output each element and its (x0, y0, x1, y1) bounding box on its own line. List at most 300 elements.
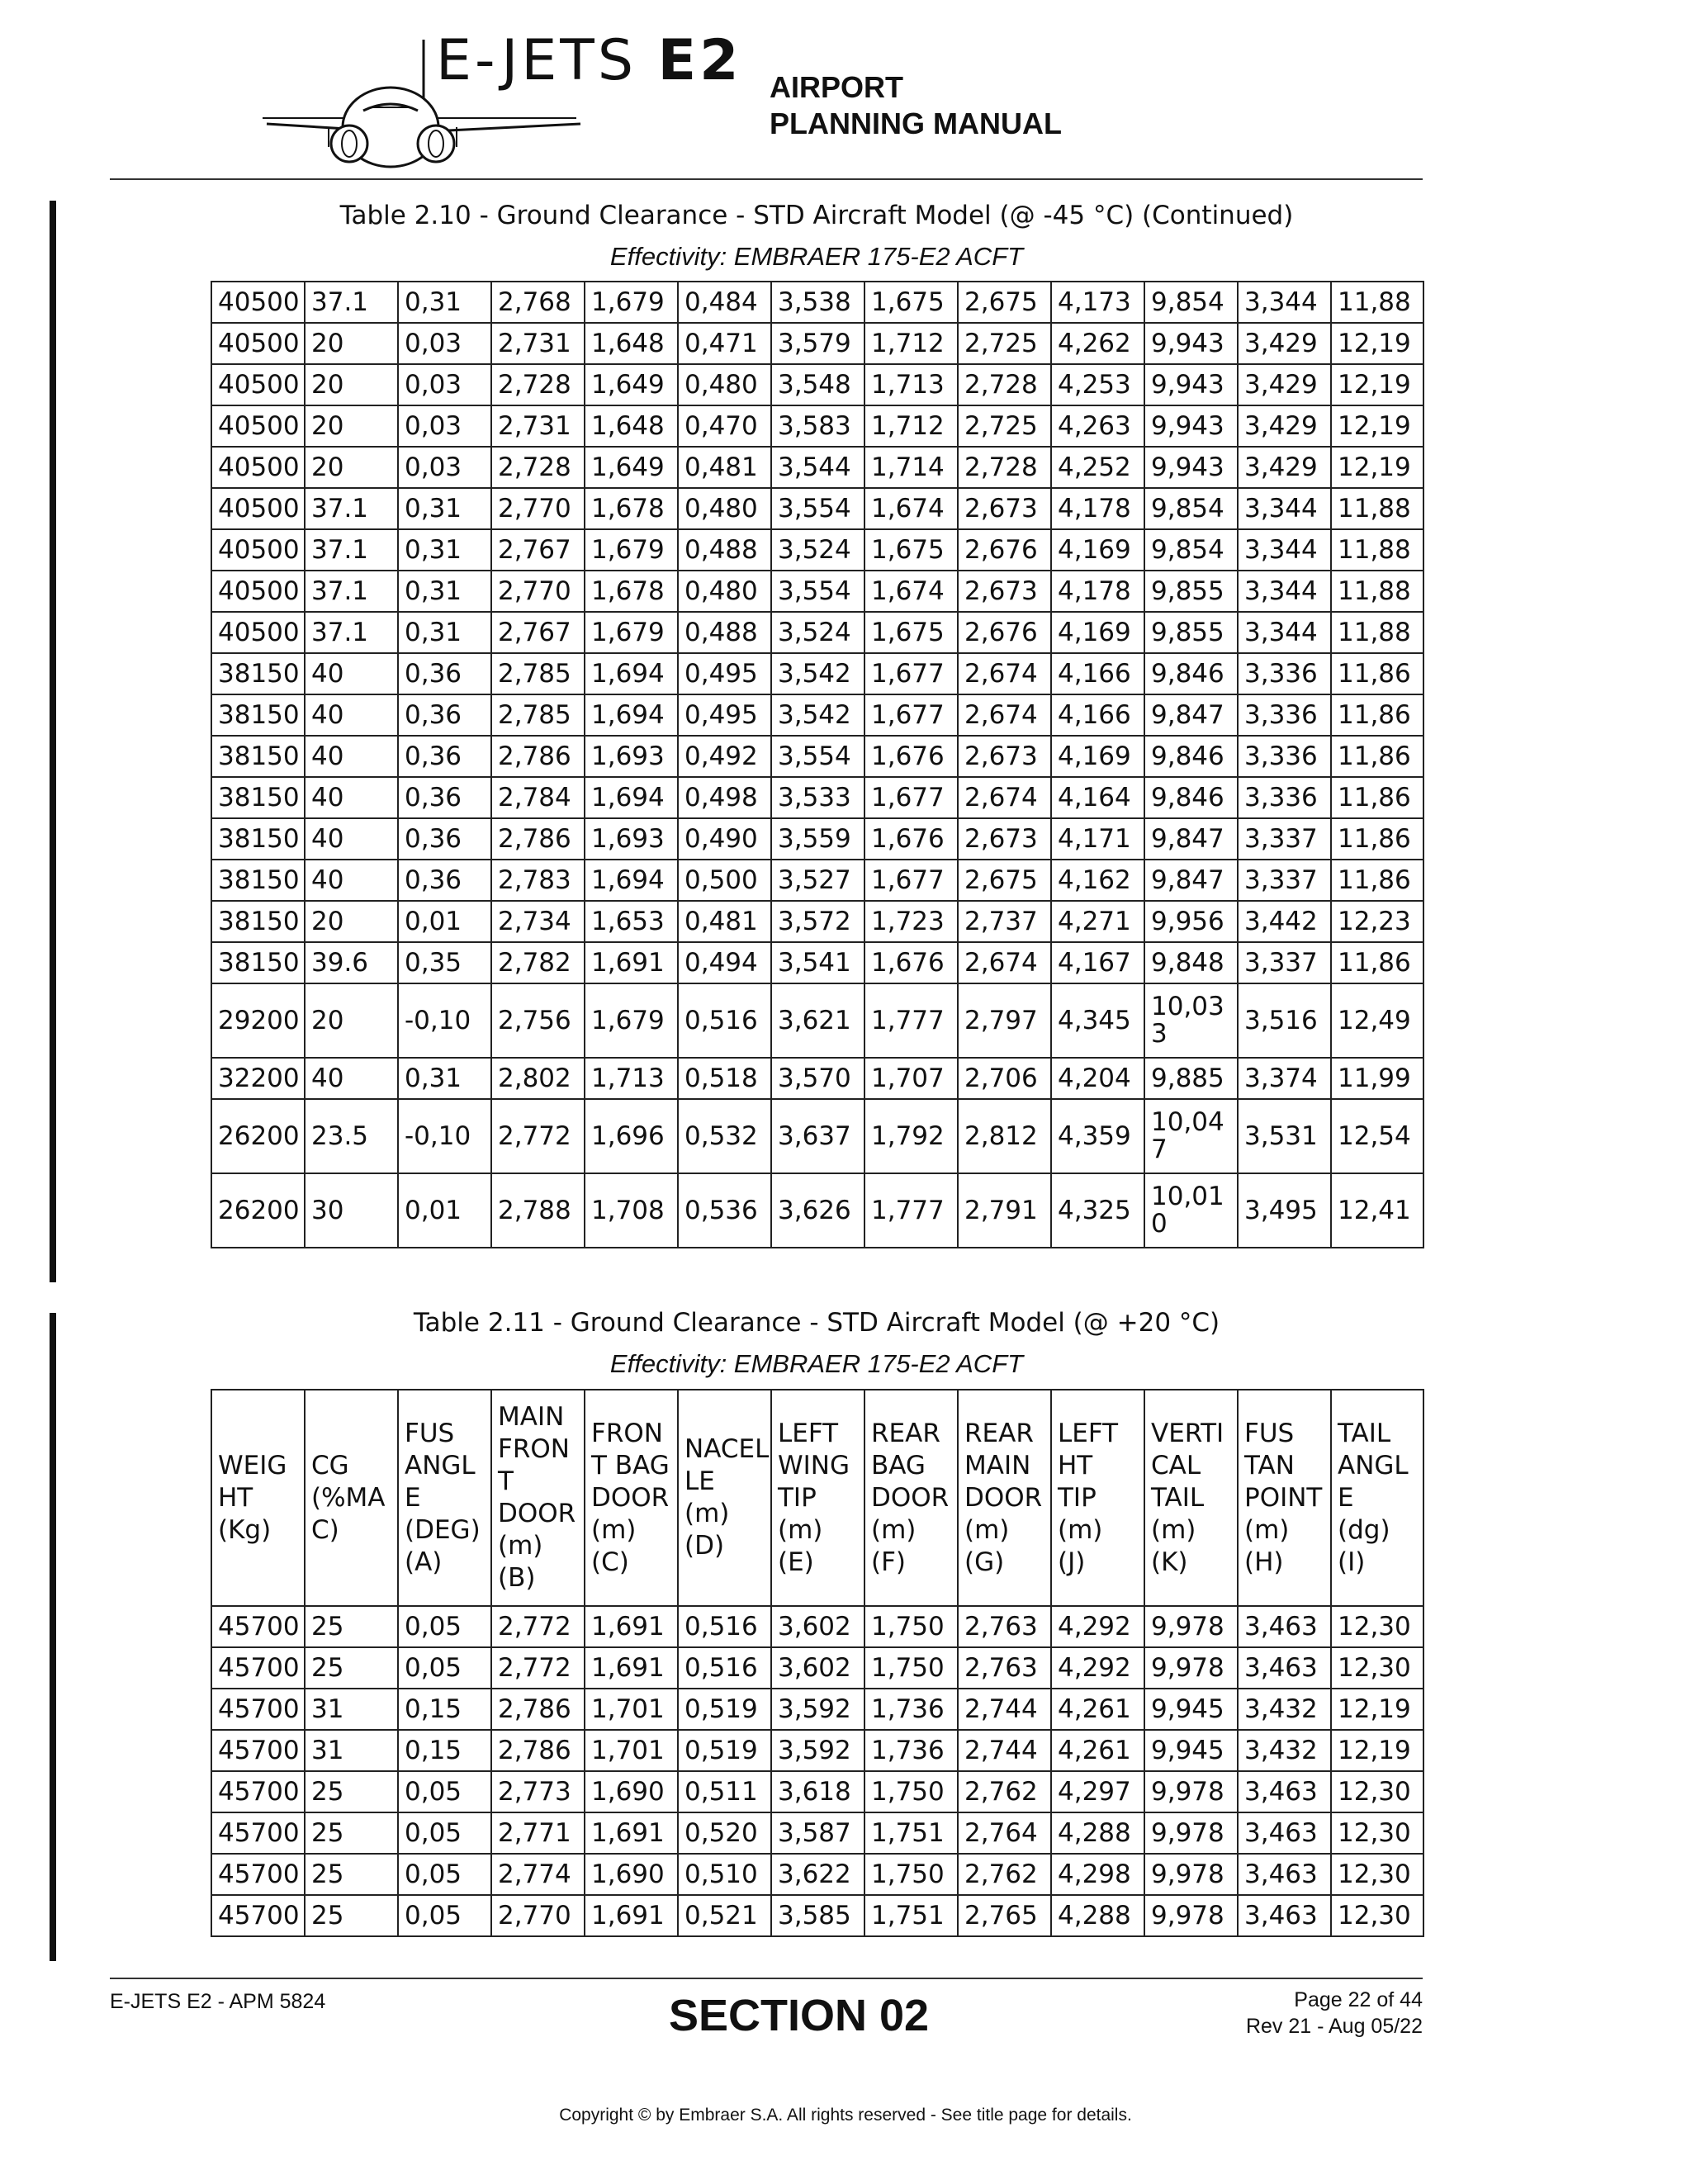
table-cell: 9,978 (1144, 1771, 1238, 1812)
table-row (211, 1771, 1423, 1812)
table-cell: -0,10 (398, 1099, 491, 1173)
table-cell: 1,707 (864, 1058, 958, 1099)
table-cell: 20 (305, 447, 398, 488)
table-cell: 3,637 (771, 1099, 864, 1173)
table-cell: 12,54 (1331, 1099, 1423, 1173)
table-cell: 0,518 (678, 1058, 771, 1099)
table-cell: 3,432 (1238, 1689, 1331, 1730)
table-cell: 9,978 (1144, 1606, 1238, 1647)
table-cell: 3,344 (1238, 282, 1331, 323)
table-cell: 3,626 (771, 1173, 864, 1248)
column-header: REAR MAIN DOOR (m) (G) (958, 1390, 1051, 1606)
table-cell: 0,521 (678, 1895, 771, 1936)
table-cell: 3,463 (1238, 1771, 1331, 1812)
table-2-11-effectivity: Effectivity: EMBRAER 175-E2 ACFT (609, 1349, 1024, 1378)
table-cell: 40500 (211, 282, 305, 323)
table-row (211, 323, 1423, 364)
table-cell: 2,768 (491, 282, 585, 323)
table-cell: 4,164 (1051, 777, 1144, 818)
table-cell: 12,30 (1331, 1771, 1423, 1812)
table-cell: 3,592 (771, 1730, 864, 1771)
table-row (211, 1730, 1423, 1771)
manual-title-line1: AIRPORT (770, 70, 903, 104)
table-cell: 0,492 (678, 736, 771, 777)
table-cell: 2,728 (491, 364, 585, 405)
table-cell: 9,846 (1144, 736, 1238, 777)
table-cell: 4,292 (1051, 1606, 1144, 1647)
table-cell: 1,690 (585, 1854, 678, 1895)
table-row (211, 1606, 1423, 1647)
manual-title (770, 69, 1062, 142)
table-cell: 9,847 (1144, 818, 1238, 860)
table-cell: 4,261 (1051, 1730, 1144, 1771)
table-cell: 1,736 (864, 1730, 958, 1771)
table-cell: 1,691 (585, 1895, 678, 1936)
table-cell: 40 (305, 1058, 398, 1099)
table-cell: 3,432 (1238, 1730, 1331, 1771)
brand-wordmark (436, 28, 742, 93)
table-cell: 3,579 (771, 323, 864, 364)
table-cell: 3,602 (771, 1606, 864, 1647)
table-cell: 11,88 (1331, 571, 1423, 612)
table-cell: 1,694 (585, 653, 678, 694)
table-cell: 3,585 (771, 1895, 864, 1936)
table-cell: 2,767 (491, 612, 585, 653)
table-cell: 2,675 (958, 860, 1051, 901)
table-cell: 1,648 (585, 323, 678, 364)
column-header: NACELLE (m) (D) (678, 1390, 771, 1606)
table-cell: 2,763 (958, 1647, 1051, 1689)
table-cell: 9,978 (1144, 1854, 1238, 1895)
copyright-notice: Copyright © by Embraer S.A. All rights reserved - See title page for details. (559, 2106, 1132, 2125)
table-cell: 37.1 (305, 282, 398, 323)
table-cell: 1,679 (585, 612, 678, 653)
table-cell: 2,782 (491, 942, 585, 983)
table-cell: 25 (305, 1812, 398, 1854)
table-cell: 3,583 (771, 405, 864, 447)
table-cell: 0,05 (398, 1812, 491, 1854)
table-cell: 2,765 (958, 1895, 1051, 1936)
table-cell: 2,731 (491, 323, 585, 364)
table-cell: 0,01 (398, 901, 491, 942)
table-cell: 10,033 (1144, 983, 1238, 1058)
table-row (211, 694, 1423, 736)
table-row (211, 818, 1423, 860)
table-cell: 12,30 (1331, 1895, 1423, 1936)
table-cell: 1,678 (585, 488, 678, 529)
table-cell: 39.6 (305, 942, 398, 983)
table-cell: 3,336 (1238, 777, 1331, 818)
table-cell: 2,673 (958, 571, 1051, 612)
table-cell: 11,86 (1331, 694, 1423, 736)
table-cell: 1,714 (864, 447, 958, 488)
table-cell: 40 (305, 736, 398, 777)
table-cell: 12,19 (1331, 1730, 1423, 1771)
table-cell: 3,336 (1238, 653, 1331, 694)
table-cell: 11,88 (1331, 282, 1423, 323)
table-cell: 11,86 (1331, 860, 1423, 901)
table-cell: 4,345 (1051, 983, 1144, 1058)
table-cell: 25 (305, 1895, 398, 1936)
table-cell: 0,36 (398, 818, 491, 860)
table-cell: 0,36 (398, 694, 491, 736)
column-header: FUS ANGLE (DEG) (A) (398, 1390, 491, 1606)
table-cell: 1,675 (864, 529, 958, 571)
table-cell: 10,010 (1144, 1173, 1238, 1248)
table-cell: 1,701 (585, 1689, 678, 1730)
table-cell: 2,785 (491, 653, 585, 694)
table-cell: 11,88 (1331, 529, 1423, 571)
table-cell: 0,498 (678, 777, 771, 818)
table-cell: 1,649 (585, 447, 678, 488)
table-row (211, 1647, 1423, 1689)
table-cell: 2,728 (491, 447, 585, 488)
table-cell: 3,592 (771, 1689, 864, 1730)
table-cell: 20 (305, 901, 398, 942)
table-cell: 3,572 (771, 901, 864, 942)
column-header: FUS TAN POINT (m) (H) (1238, 1390, 1331, 1606)
table-header-row (211, 1390, 1423, 1606)
table-cell: 0,520 (678, 1812, 771, 1854)
table-row (211, 736, 1423, 777)
table-cell: 1,708 (585, 1173, 678, 1248)
table-cell: 3,559 (771, 818, 864, 860)
table-cell: 1,649 (585, 364, 678, 405)
table-cell: 2,673 (958, 818, 1051, 860)
page-number: Page 22 of 44 (1294, 1988, 1423, 2011)
table-cell: 1,679 (585, 983, 678, 1058)
table-cell: 1,679 (585, 529, 678, 571)
table-cell: 20 (305, 323, 398, 364)
table-row (211, 1689, 1423, 1730)
table-cell: 0,516 (678, 983, 771, 1058)
table-cell: 11,88 (1331, 488, 1423, 529)
table-cell: 4,288 (1051, 1895, 1144, 1936)
table-row (211, 405, 1423, 447)
table-cell: 3,533 (771, 777, 864, 818)
table-cell: 0,536 (678, 1173, 771, 1248)
table-cell: 0,31 (398, 529, 491, 571)
table-cell: 2,783 (491, 860, 585, 901)
table-cell: 4,261 (1051, 1689, 1144, 1730)
table-cell: 0,488 (678, 612, 771, 653)
table-cell: 1,677 (864, 653, 958, 694)
table-cell: 2,673 (958, 488, 1051, 529)
table-cell: 37.1 (305, 488, 398, 529)
table-cell: 4,162 (1051, 860, 1144, 901)
table-row (211, 571, 1423, 612)
table-cell: 1,676 (864, 818, 958, 860)
table-cell: 25 (305, 1606, 398, 1647)
table-cell: 2,784 (491, 777, 585, 818)
table-cell: 4,167 (1051, 942, 1144, 983)
table-row (211, 1812, 1423, 1854)
table-row (211, 529, 1423, 571)
table-cell: 3,429 (1238, 364, 1331, 405)
table-cell: 1,691 (585, 1812, 678, 1854)
table-cell: 0,01 (398, 1173, 491, 1248)
table-cell: 3,527 (771, 860, 864, 901)
table-cell: 2,774 (491, 1854, 585, 1895)
table-cell: 38150 (211, 736, 305, 777)
column-header: TAIL ANGLE (dg) (I) (1331, 1390, 1423, 1606)
table-cell: 0,05 (398, 1854, 491, 1895)
table-cell: 12,30 (1331, 1854, 1423, 1895)
table-cell: 20 (305, 405, 398, 447)
table-cell: 38150 (211, 942, 305, 983)
table-cell: 37.1 (305, 571, 398, 612)
table-cell: 2,802 (491, 1058, 585, 1099)
table-cell: 3,554 (771, 571, 864, 612)
table-cell: 9,854 (1144, 529, 1238, 571)
table-cell: 0,31 (398, 612, 491, 653)
table-cell: 4,169 (1051, 529, 1144, 571)
table-cell: 25 (305, 1854, 398, 1895)
table-cell: 3,337 (1238, 860, 1331, 901)
table-cell: 40500 (211, 488, 305, 529)
table-cell: 3,548 (771, 364, 864, 405)
table-cell: 3,344 (1238, 571, 1331, 612)
table-cell: 2,786 (491, 736, 585, 777)
table-cell: 2,785 (491, 694, 585, 736)
brand-thin: E-JETS (436, 28, 658, 93)
table-cell: 9,978 (1144, 1895, 1238, 1936)
table-cell: 1,677 (864, 777, 958, 818)
table-cell: 4,288 (1051, 1812, 1144, 1854)
table-cell: 2,763 (958, 1606, 1051, 1647)
table-cell: 0,532 (678, 1099, 771, 1173)
table-cell: 31 (305, 1730, 398, 1771)
table-cell: 9,943 (1144, 447, 1238, 488)
table-cell: 1,713 (585, 1058, 678, 1099)
column-header: FRONT BAG DOOR (m) (C) (585, 1390, 678, 1606)
table-cell: 9,846 (1144, 653, 1238, 694)
table-cell: 0,511 (678, 1771, 771, 1812)
table-cell: 3,429 (1238, 323, 1331, 364)
table-cell: 45700 (211, 1771, 305, 1812)
table-cell: 3,463 (1238, 1854, 1331, 1895)
table-cell: 2,772 (491, 1606, 585, 1647)
table-cell: 0,519 (678, 1689, 771, 1730)
table-cell: 1,712 (864, 405, 958, 447)
table-cell: 9,846 (1144, 777, 1238, 818)
table-cell: 1,792 (864, 1099, 958, 1173)
column-header: CG (%MAC) (305, 1390, 398, 1606)
table-cell: 2,734 (491, 901, 585, 942)
table-cell: 1,693 (585, 818, 678, 860)
table-cell: 2,771 (491, 1812, 585, 1854)
table-cell: 3,463 (1238, 1895, 1331, 1936)
table-cell: 4,173 (1051, 282, 1144, 323)
table-cell: 1,777 (864, 1173, 958, 1248)
table-cell: 0,31 (398, 488, 491, 529)
table-cell: 4,204 (1051, 1058, 1144, 1099)
table-cell: 4,359 (1051, 1099, 1144, 1173)
table-cell: 2,744 (958, 1730, 1051, 1771)
table-cell: 0,36 (398, 860, 491, 901)
table-cell: 9,854 (1144, 488, 1238, 529)
table-cell: 2,791 (958, 1173, 1051, 1248)
table-cell: 45700 (211, 1647, 305, 1689)
table-cell: 1,676 (864, 736, 958, 777)
table-row (211, 1854, 1423, 1895)
table-cell: 0,495 (678, 653, 771, 694)
table-row (211, 447, 1423, 488)
table-cell: 2,728 (958, 364, 1051, 405)
table-cell: 3,524 (771, 529, 864, 571)
table-cell: 10,047 (1144, 1099, 1238, 1173)
table-cell: 9,978 (1144, 1812, 1238, 1854)
table-cell: 3,587 (771, 1812, 864, 1854)
table-cell: 11,86 (1331, 653, 1423, 694)
table-cell: 9,847 (1144, 694, 1238, 736)
table-cell: 0,510 (678, 1854, 771, 1895)
table-cell: 2,762 (958, 1854, 1051, 1895)
column-header: REAR BAG DOOR (m) (F) (864, 1390, 958, 1606)
table-cell: -0,10 (398, 983, 491, 1058)
table-cell: 2,788 (491, 1173, 585, 1248)
table-cell: 3,541 (771, 942, 864, 983)
table-cell: 11,86 (1331, 736, 1423, 777)
table-cell: 1,694 (585, 694, 678, 736)
table-cell: 4,298 (1051, 1854, 1144, 1895)
table-cell: 40500 (211, 447, 305, 488)
table-cell: 2,676 (958, 529, 1051, 571)
table-cell: 12,19 (1331, 1689, 1423, 1730)
table-cell: 3,344 (1238, 488, 1331, 529)
table-cell: 0,470 (678, 405, 771, 447)
table-cell: 4,171 (1051, 818, 1144, 860)
table-cell: 1,750 (864, 1647, 958, 1689)
table-cell: 0,15 (398, 1689, 491, 1730)
table-cell: 4,178 (1051, 488, 1144, 529)
table-cell: 1,675 (864, 612, 958, 653)
table-cell: 0,03 (398, 447, 491, 488)
table-row (211, 860, 1423, 901)
table-cell: 38150 (211, 777, 305, 818)
table-cell: 0,484 (678, 282, 771, 323)
table-2-10 (211, 281, 1424, 1248)
table-cell: 1,675 (864, 282, 958, 323)
table-cell: 2,731 (491, 405, 585, 447)
table-cell: 2,728 (958, 447, 1051, 488)
table-cell: 0,36 (398, 653, 491, 694)
table-cell: 1,690 (585, 1771, 678, 1812)
table-cell: 9,943 (1144, 405, 1238, 447)
table-cell: 45700 (211, 1606, 305, 1647)
table-cell: 0,03 (398, 364, 491, 405)
table-cell: 2,674 (958, 942, 1051, 983)
table-cell: 37.1 (305, 612, 398, 653)
table-cell: 2,797 (958, 983, 1051, 1058)
table-cell: 38150 (211, 860, 305, 901)
table-cell: 38150 (211, 653, 305, 694)
table-cell: 2,675 (958, 282, 1051, 323)
table-cell: 1,694 (585, 860, 678, 901)
table-cell: 26200 (211, 1173, 305, 1248)
manual-title-line2: PLANNING MANUAL (770, 107, 1062, 140)
table-cell: 1,701 (585, 1730, 678, 1771)
table-cell: 2,770 (491, 571, 585, 612)
table-cell: 2,725 (958, 405, 1051, 447)
table-cell: 9,855 (1144, 571, 1238, 612)
table-cell: 0,500 (678, 860, 771, 901)
table-cell: 9,848 (1144, 942, 1238, 983)
column-header: LEFT HT TIP (m) (J) (1051, 1390, 1144, 1606)
table-cell: 1,691 (585, 1606, 678, 1647)
table-cell: 45700 (211, 1812, 305, 1854)
column-header: WEIGHT (Kg) (211, 1390, 305, 1606)
table-cell: 2,786 (491, 1689, 585, 1730)
table-cell: 2,786 (491, 818, 585, 860)
table-cell: 1,751 (864, 1812, 958, 1854)
table-cell: 20 (305, 364, 398, 405)
table-cell: 1,750 (864, 1771, 958, 1812)
table-cell: 9,978 (1144, 1647, 1238, 1689)
table-cell: 2,812 (958, 1099, 1051, 1173)
table-cell: 23.5 (305, 1099, 398, 1173)
table-cell: 20 (305, 983, 398, 1058)
table-row (211, 777, 1423, 818)
table-cell: 45700 (211, 1730, 305, 1771)
table-cell: 3,337 (1238, 818, 1331, 860)
table-cell: 2,744 (958, 1689, 1051, 1730)
table-cell: 3,442 (1238, 901, 1331, 942)
table-cell: 2,762 (958, 1771, 1051, 1812)
header-rule (110, 178, 1423, 180)
table-cell: 45700 (211, 1689, 305, 1730)
table-cell: 0,05 (398, 1771, 491, 1812)
table-cell: 12,19 (1331, 447, 1423, 488)
table-cell: 0,494 (678, 942, 771, 983)
table-cell: 12,19 (1331, 323, 1423, 364)
table-cell: 3,344 (1238, 529, 1331, 571)
table-cell: 3,602 (771, 1647, 864, 1689)
table-cell: 40500 (211, 571, 305, 612)
table-cell: 4,271 (1051, 901, 1144, 942)
table-cell: 9,945 (1144, 1730, 1238, 1771)
table-cell: 40 (305, 653, 398, 694)
table-cell: 3,542 (771, 653, 864, 694)
table-cell: 4,166 (1051, 694, 1144, 736)
table-cell: 1,736 (864, 1689, 958, 1730)
table-cell: 3,622 (771, 1854, 864, 1895)
table-row (211, 1099, 1423, 1173)
table-cell: 9,945 (1144, 1689, 1238, 1730)
table-cell: 0,15 (398, 1730, 491, 1771)
table-cell: 1,678 (585, 571, 678, 612)
table-cell: 3,344 (1238, 612, 1331, 653)
table-cell: 3,374 (1238, 1058, 1331, 1099)
table-cell: 2,772 (491, 1099, 585, 1173)
table-cell: 3,463 (1238, 1606, 1331, 1647)
table-cell: 9,885 (1144, 1058, 1238, 1099)
table-cell: 3,570 (771, 1058, 864, 1099)
table-cell: 3,618 (771, 1771, 864, 1812)
table-cell: 1,693 (585, 736, 678, 777)
table-cell: 0,488 (678, 529, 771, 571)
table-cell: 3,336 (1238, 736, 1331, 777)
table-cell: 12,23 (1331, 901, 1423, 942)
table-cell: 0,31 (398, 571, 491, 612)
table-cell: 11,99 (1331, 1058, 1423, 1099)
table-cell: 11,86 (1331, 777, 1423, 818)
table-cell: 1,694 (585, 777, 678, 818)
table-row (211, 364, 1423, 405)
table-cell: 3,429 (1238, 405, 1331, 447)
table-cell: 11,86 (1331, 942, 1423, 983)
table-cell: 1,696 (585, 1099, 678, 1173)
